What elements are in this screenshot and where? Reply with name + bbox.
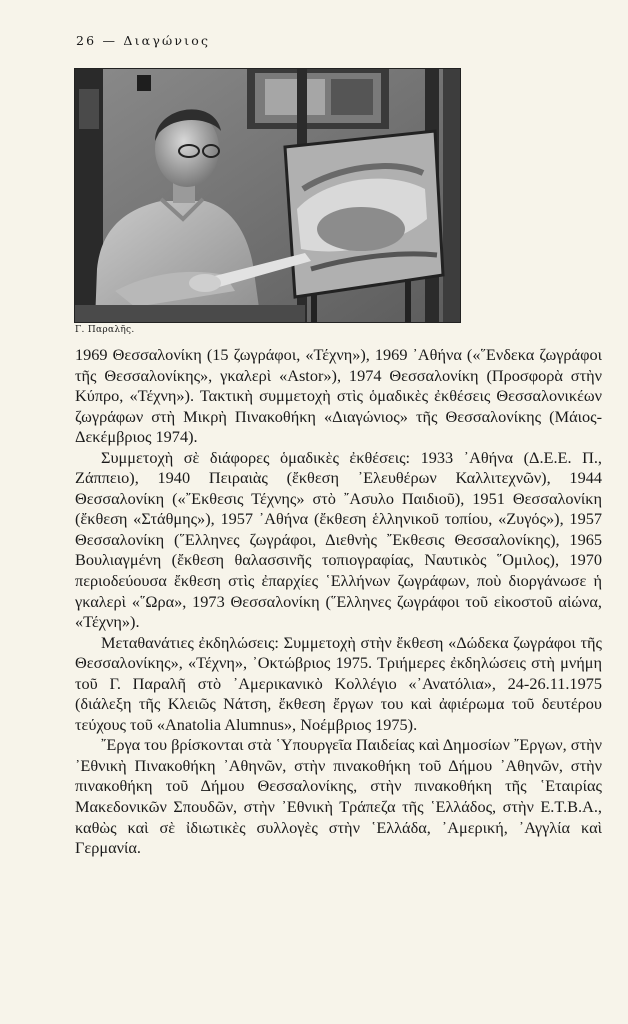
running-head: 26 — Διαγώνιος — [76, 33, 211, 48]
paragraph-group-exhibitions: Συμμετοχὴ σὲ διάφορες ὁμαδικὲς ἐκθέσεις: 1933 ᾽Αθήνα (Δ.Ε.Ε. Π., Ζάππειο), 1940 Πειραιὰς (ἔκθεση ᾽Ελευθέρων Καλλιτεχνῶν), 1944 Θεσσαλονίκη («῎Εκθεσις Τέχνης» στὸ ῎Ασυλο Παιδιοῦ), 1951 Θεσσαλονίκη (ἔκθεση «Στάθμης»), 1957 ᾽Αθήνα (ἔκθεση ἑλληνικοῦ τοπίου, «Ζυγός»), 1957 Θεσσαλονίκη (῞Ελληνες ζωγράφοι, Διεθνὴς ῎Εκθεσις Θεσσαλονίκης), 1965 Βουλιαγμένη (ἔκθεση θαλασσινῆς τοπιογραφίας, Ναυτικὸς ῞Ομιλος), 1970 περιοδεύουσα ἔκθεση στὶς ἐπαρχίες ῾Ελλήνων ζωγράφων, ποὺ διοργάνωσε ἡ γκαλερὶ «῞Ωρα», 1973 Θεσσαλονίκη (῞Ελληνες ζωγράφοι τοῦ εἰκοστοῦ αἰώνα, «Τέχνη»). — [75, 447, 602, 632]
photo-illustration — [75, 69, 460, 322]
paragraph-posthumous-events: Μεταθανάτιες ἐκδηλώσεις: Συμμετοχὴ στὴν ἔκθεση «Δώδεκα ζωγράφοι τῆς Θεσσαλονίκης», «Τέχνη», ᾽Οκτώβριος 1975. Τριήμερες ἐκδηλώσεις στὴ μνήμη τοῦ Γ. Παραλῆ στὸ ᾽Αμερικανικὸ Κολλέγιο «᾽Ανατόλια», 24-26.11.1975 (διάλεξη τῆς Κλειῶς Νάτση, ἔκθεση ἔργων του καὶ ἀφιέρωμα τοῦ δευτέρου τεύχους τοῦ «Anatolia Alumnus», Νοέμβριος 1975). — [75, 632, 602, 734]
body-text — [75, 345, 602, 859]
paragraph-exhibitions-1969-1974: 1969 Θεσσαλονίκη (15 ζωγράφοι, «Τέχνη»), 1969 ᾽Αθήνα («῞Ενδεκα ζωγράφοι τῆς Θεσσαλονίκης», γκαλερὶ «Astor»), 1974 Θεσσαλονίκη (Προσφορὰ στὴν Κύπρο, «Τέχνη»). Τακτικὴ συμμετοχὴ στὶς ὁμαδικὲς ἐκθέσεις Θεσσαλονικέων ζωγράφων στὴ Μικρὴ Πινακοθήκη «Διαγώνιος» τῆς Θεσσαλονίκης (Μάιος-Δεκέμβριος 1974). — [75, 345, 602, 447]
portrait-photo — [74, 68, 461, 323]
paragraph-collections: ῎Εργα του βρίσκονται στὰ ῾Υπουργεῖα Παιδείας καὶ Δημοσίων ῎Εργων, στὴν ᾽Εθνικὴ Πινακοθήκη ᾽Αθηνῶν, στὴν πινακοθήκη τοῦ Δήμου ᾽Αθηνῶν, στὴν πινακοθήκη τοῦ Δήμου Θεσσαλονίκης, στὴν πινακοθήκη τῆς ῾Εταιρίας Μακεδονικῶν Σπουδῶν, στὴν ᾽Εθνικὴ Τράπεζα τῆς ῾Ελλάδος, στὴν Ε.Τ.Β.Α., καθὼς καὶ σὲ ἰδιωτικὲς συλλογὲς στὴν ῾Ελλάδα, ᾽Αμερική, ᾽Αγγλία καὶ Γερμανία. — [75, 735, 602, 858]
photo-caption: Γ. Παραλῆς. — [75, 325, 135, 335]
